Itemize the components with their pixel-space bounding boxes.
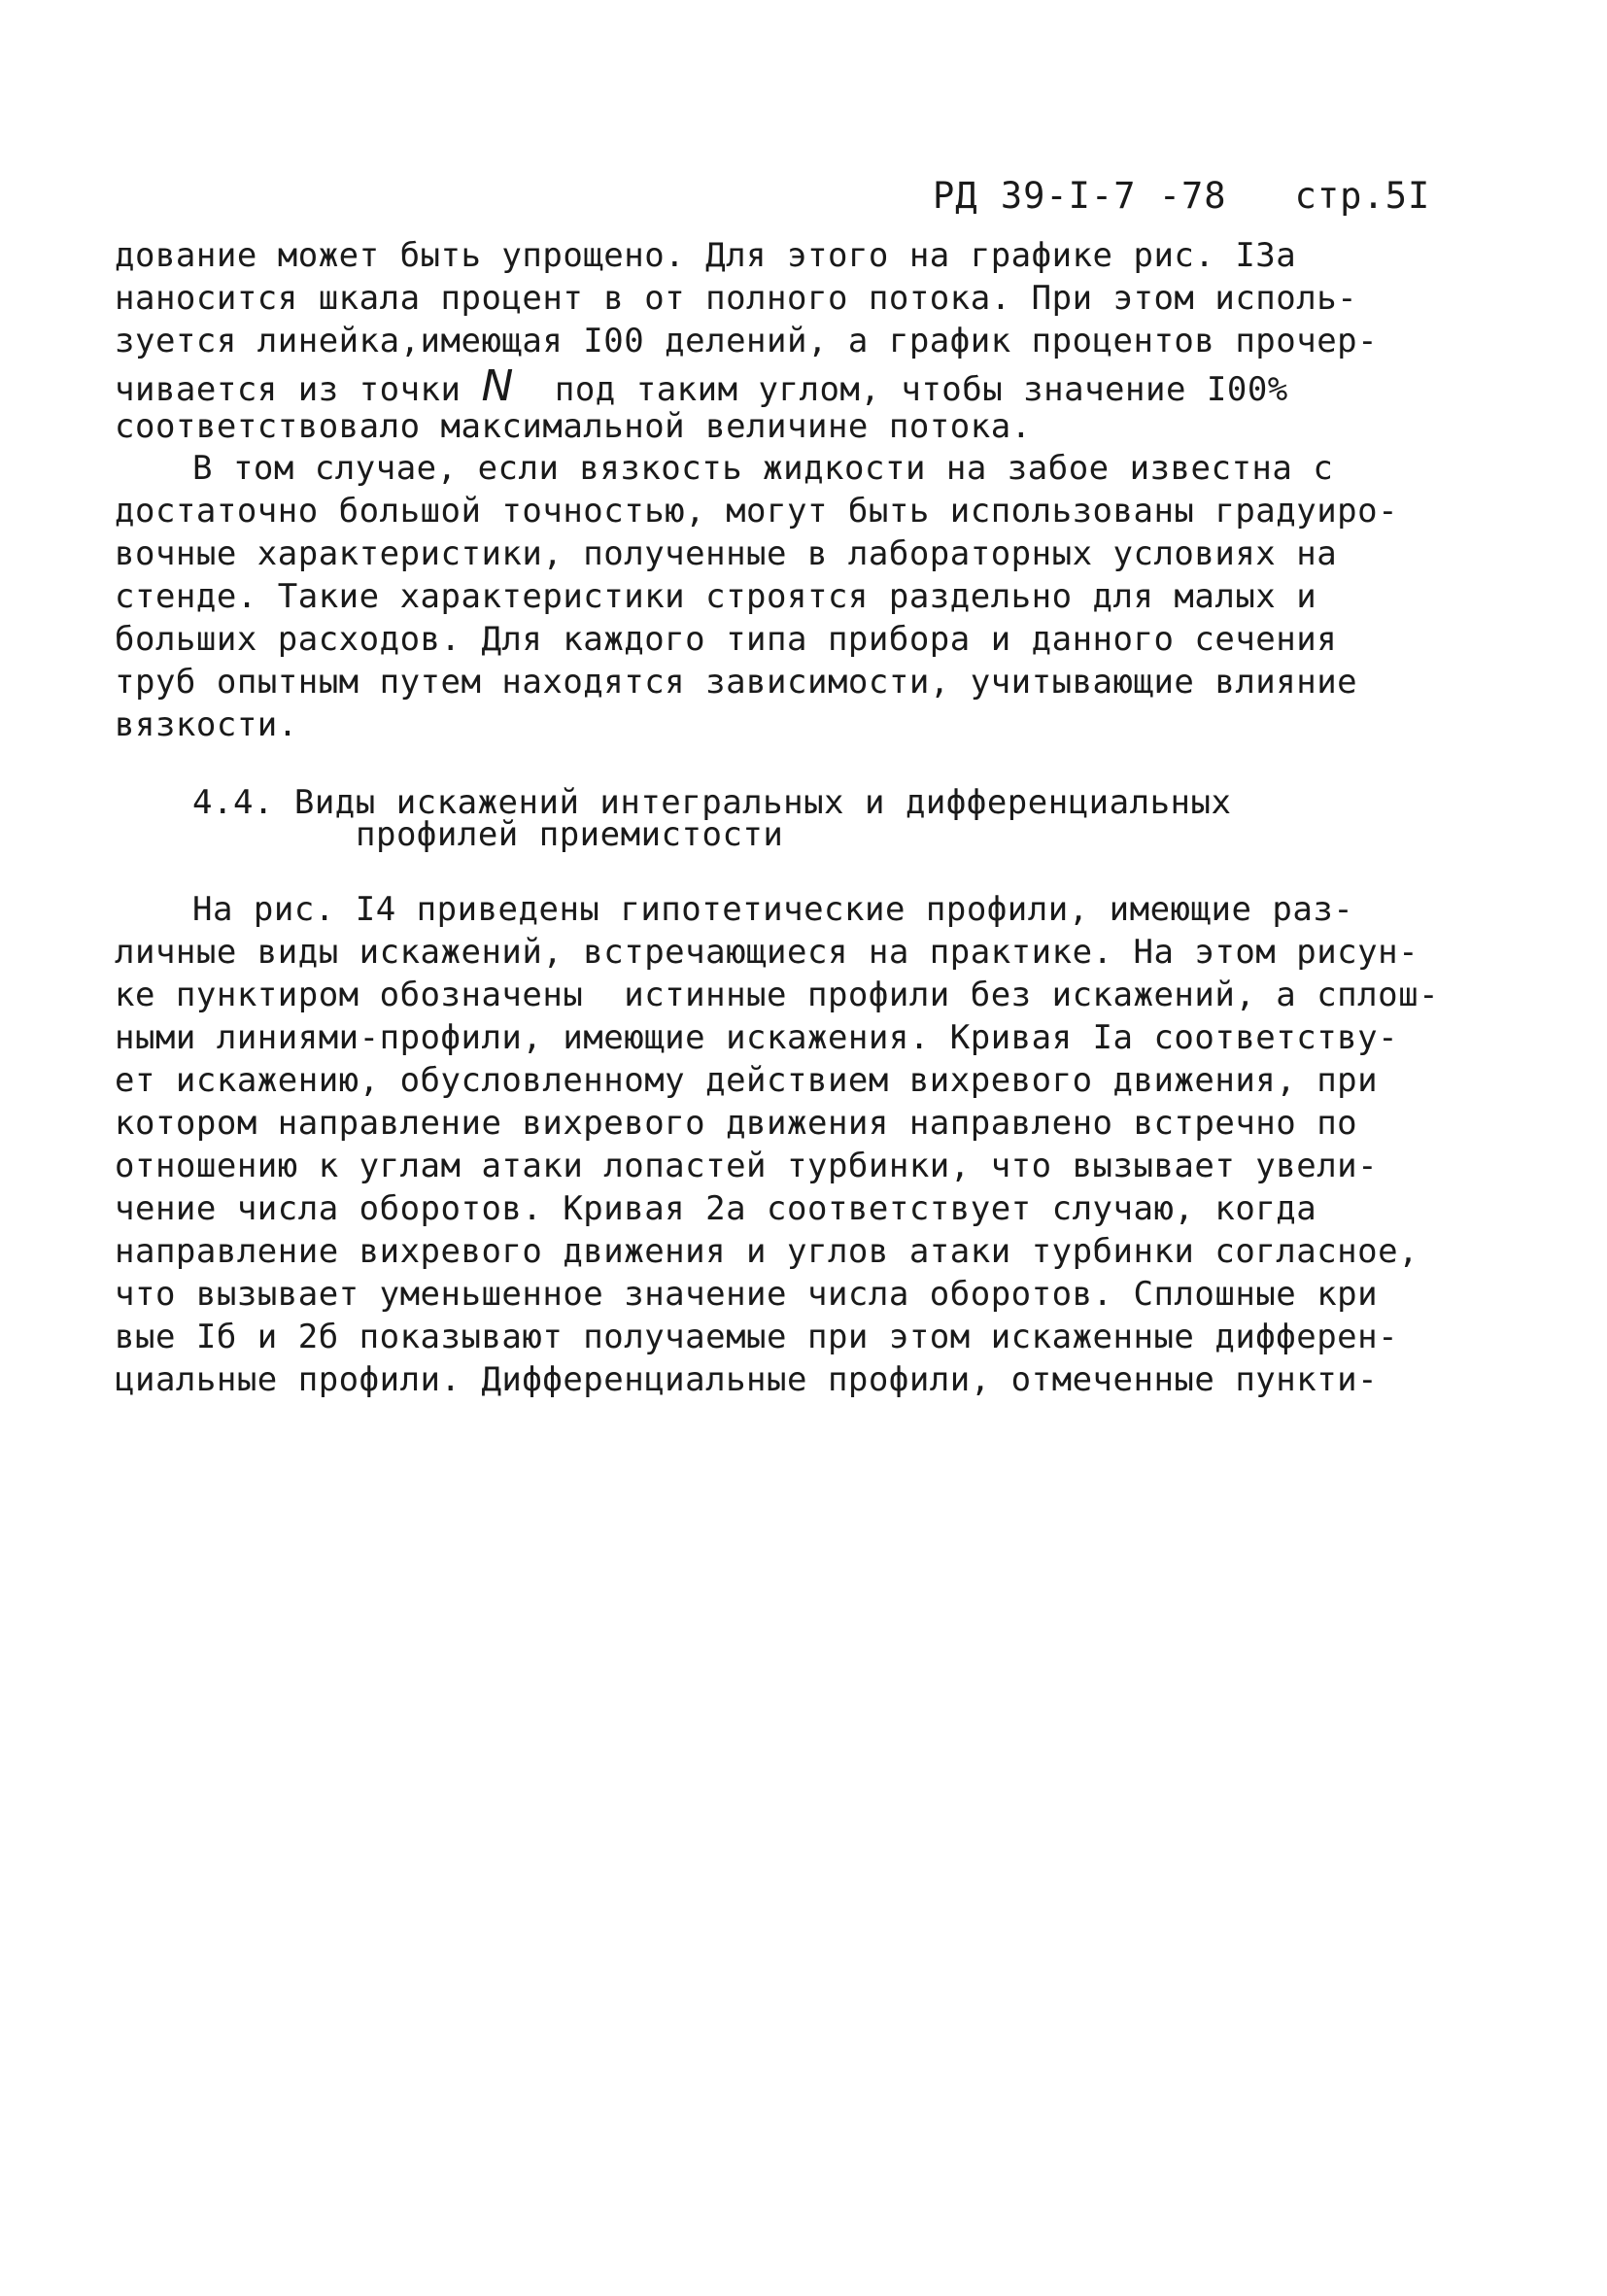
text-fragment: чивается из точки xyxy=(115,370,462,409)
text-line xyxy=(115,361,1288,411)
text-line: вочные характеристики, полученные в лабораторных условиях на xyxy=(115,534,1338,573)
text-line: соответствовало максимальной величине потока. xyxy=(115,407,1032,446)
text-line: наносится шкала процент в от полного потока. При этом исполь- xyxy=(115,279,1358,318)
text-line: циальные профили. Дифференциальные профили, отмеченные пункти- xyxy=(115,1360,1379,1399)
page-header xyxy=(933,175,1430,217)
text-line: В том случае, если вязкость жидкости на забое известна с xyxy=(192,449,1334,488)
document-code: РД 39-I-7 -78 xyxy=(933,175,1227,217)
page-number: стр.5I xyxy=(1294,175,1431,217)
text-line: труб опытным путем находятся зависимости, учитывающие влияние xyxy=(115,663,1358,702)
text-line: больших расходов. Для каждого типа прибора и данного сечения xyxy=(115,620,1338,659)
text-line: вязкости. xyxy=(115,705,298,744)
section-title-continued: профилей приемистости xyxy=(356,815,784,854)
text-line: зуется линейка,имеющая I00 делений, а график процентов прочер- xyxy=(115,322,1379,360)
section-title: 4.4. Виды искажений интегральных и дифференциальных xyxy=(192,783,1232,822)
text-line: чение числа оборотов. Кривая 2а соответствует случаю, когда xyxy=(115,1189,1317,1228)
text-line: личные виды искажений, встречающиеся на практике. На этом рисун- xyxy=(115,933,1419,972)
text-line: дование может быть упрощено. Для этого на графике рис. I3а xyxy=(115,236,1297,275)
text-line: вые Iб и 2б показывают получаемые при этом искаженные дифферен- xyxy=(115,1318,1399,1356)
text-fragment: под таким углом, чтобы значение I00% xyxy=(554,370,1288,409)
text-line: достаточно большой точностью, могут быть использованы градуиро- xyxy=(115,492,1399,531)
text-line: котором направление вихревого движения направлено встречно по xyxy=(115,1104,1358,1143)
text-line: ными линиями-профили, имеющие искажения. Кривая Iа соответству- xyxy=(115,1018,1399,1057)
text-line: что вызывает уменьшенное значение числа оборотов. Сплошные кри xyxy=(115,1275,1379,1314)
symbol-n: N xyxy=(481,361,514,411)
text-line: направление вихревого движения и углов атаки турбинки согласное, xyxy=(115,1232,1419,1271)
text-line: стенде. Такие характеристики строятся раздельно для малых и xyxy=(115,577,1317,616)
text-line: ке пунктиром обозначены истинные профили без искажений, а сплош- xyxy=(115,976,1440,1014)
text-line: На рис. I4 приведены гипотетические профили, имеющие раз- xyxy=(192,890,1354,929)
text-line: ет искажению, обусловленному действием вихревого движения, при xyxy=(115,1061,1379,1100)
text-line: отношению к углам атаки лопастей турбинки, что вызывает увели- xyxy=(115,1147,1379,1185)
